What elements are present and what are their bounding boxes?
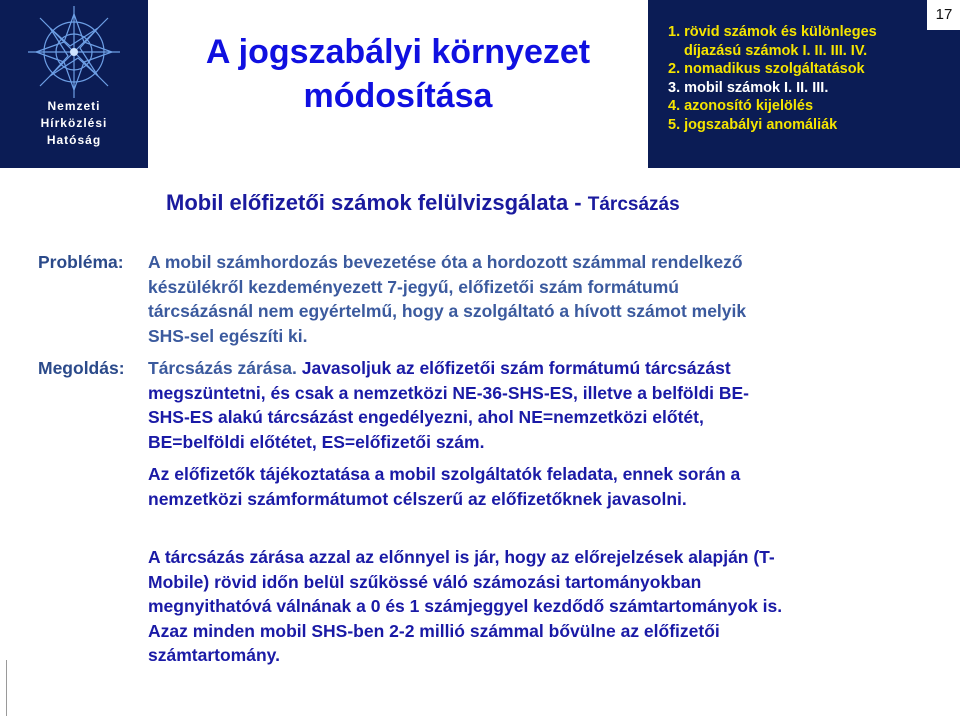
slide-body	[38, 250, 928, 668]
text-line: készülékről kezdeményezett 7-jegyű, előfizetői szám formátumú	[148, 276, 679, 297]
divider	[6, 660, 7, 716]
slide-number: 17	[926, 0, 960, 30]
text-line: megnyithatóvá válnának a 0 és 1 számjeggyel kezdődő számtartományok is.	[148, 596, 783, 616]
subtitle-main: Mobil előfizetői számok felülvizsgálata -	[166, 190, 588, 215]
logo-line: Nemzeti	[47, 99, 101, 113]
text-line: Mobile) rövid időn belül szűkössé váló számozási tartományokban	[148, 571, 702, 592]
slide-title	[148, 30, 648, 118]
solution-text: Javasoljuk az előfizetői szám formátumú tárcsázást	[296, 358, 731, 378]
topic-item: 5. jogszabályi anomáliák	[668, 116, 838, 133]
benefit-paragraph	[38, 545, 928, 668]
text-line: számtartomány.	[148, 645, 280, 665]
solution-label: Megoldás:	[38, 358, 125, 378]
solution-headline: Tárcsázás zárása.	[148, 358, 297, 378]
slide-header	[0, 0, 960, 168]
topic-item-current: 3. mobil számok I. II. III.	[668, 79, 829, 96]
text-line: tárcsázásnál nem egyértelmű, hogy a szolgáltató a hívott számot melyik	[148, 301, 747, 321]
subtitle-sub: Tárcsázás	[587, 194, 680, 215]
logo-wordmark	[18, 98, 130, 149]
text-line: A mobil számhordozás bevezetése óta a hordozott számmal rendelkező	[148, 252, 743, 272]
text-line: megszüntetni, és csak a nemzetközi NE-36-SHS-ES, illetve a belföldi BE-	[148, 382, 750, 403]
topic-item: 4. azonosító kijelölés	[668, 98, 814, 115]
topic-item-continuation: díjazású számok I. II. III. IV.	[684, 42, 868, 59]
topic-item: 1. rövid számok és különleges	[668, 24, 877, 40]
starburst-logo-icon	[0, 0, 148, 100]
topic-list	[668, 23, 928, 135]
text-line: SHS-ES alakú tárcsázást engedélyezni, ahol NE=nemzetközi előtét,	[148, 407, 704, 427]
slide-title-line: módosítása	[303, 77, 493, 115]
text-line: A tárcsázás zárása azzal az előnnyel is jár, hogy az előrejelzések alapján (T-	[148, 547, 775, 567]
slide-subtitle	[166, 190, 680, 216]
info-paragraph	[38, 462, 928, 511]
logo-line: Hírközlési	[40, 116, 108, 130]
problem-label: Probléma:	[38, 252, 124, 272]
text-line: nemzetközi számformátumot célszerű az előfizetőknek javasolni.	[148, 488, 687, 509]
logo-line: Hatóság	[46, 133, 102, 147]
text-line: SHS-sel egészíti ki.	[148, 325, 308, 346]
text-line: Az előfizetők tájékoztatása a mobil szolgáltatók feladata, ennek során a	[148, 464, 741, 484]
text-line: BE=belföldi előtétet, ES=előfizetői szám.	[148, 431, 485, 452]
text-line	[148, 356, 928, 381]
text-line: Azaz minden mobil SHS-ben 2-2 millió számmal bővülne az előfizetői	[148, 620, 720, 641]
slide-title-line: A jogszabályi környezet	[205, 33, 591, 71]
solution-paragraph	[38, 356, 928, 454]
problem-paragraph	[38, 250, 928, 348]
title-box	[148, 0, 648, 168]
nhh-logo	[0, 0, 148, 168]
topic-item: 2. nomadikus szolgáltatások	[668, 61, 865, 78]
